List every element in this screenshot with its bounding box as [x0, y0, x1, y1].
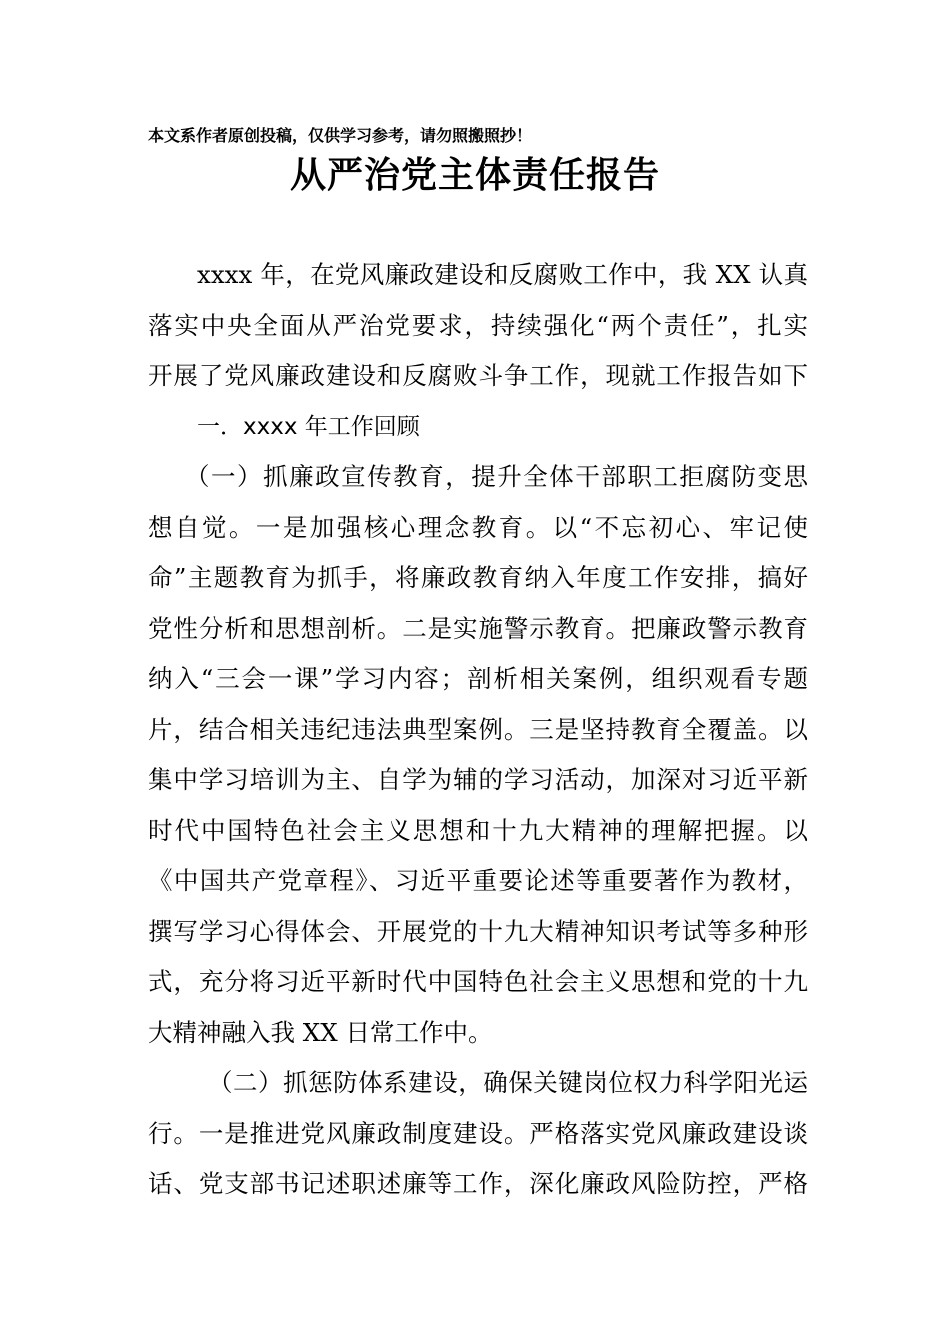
body-line: 集中学习培训为主、自学为辅的学习活动，加深对习近平新 [148, 765, 808, 794]
body-line: 行。一是推进党风廉政制度建设。严格落实党风廉政建设谈 [148, 1118, 808, 1148]
body-line: 话、党支部书记述职述廉等工作，深化廉政风险防控，严格 [148, 1169, 808, 1198]
body-line: 时代中国特色社会主义思想和十九大精神的理解把握。以 [148, 815, 808, 845]
body-line: 纳入“三会一课”学习内容；剖析相关案例，组织观看专题 [148, 664, 808, 693]
section-heading: 一．xxxx 年工作回顾 [197, 413, 420, 440]
body-line: 想自觉。一是加强核心理念教育。以“不忘初心、牢记使 [148, 512, 808, 542]
body-line: 《中国共产党章程》、习近平重要论述等重要著作为教材， [148, 866, 808, 895]
body-line: 片，结合相关违纪违法典型案例。三是坚持教育全覆盖。以 [148, 714, 808, 744]
body-line: 命”主题教育为抓手，将廉政教育纳入年度工作安排，搞好 [148, 563, 808, 592]
body-line: 落实中央全面从严治党要求，持续强化“两个责任”，扎实 [148, 310, 808, 340]
body-line: 大精神融入我 XX 日常工作中。 [148, 1017, 493, 1047]
body-line: 党性分析和思想剖析。二是实施警示教育。把廉政警示教育 [148, 613, 808, 643]
copyright-notice: 本文系作者原创投稿，仅供学习参考，请勿照搬照抄！ [148, 126, 533, 145]
body-line: 开展了党风廉政建设和反腐败斗争工作，现就工作报告如下 [148, 361, 808, 390]
document-title: 从严治党主体责任报告 [289, 154, 660, 196]
body-line: （一）抓廉政宣传教育，提升全体干部职工拒腐防变思 [185, 462, 808, 491]
body-line: xxxx 年，在党风廉政建设和反腐败工作中，我 XX 认真 [197, 260, 808, 289]
body-line: 撰写学习心得体会、开展党的十九大精神知识考试等多种形 [148, 916, 808, 946]
body-line: 式，充分将习近平新时代中国特色社会主义思想和党的十九 [148, 967, 808, 996]
document-body [148, 250, 808, 1210]
body-line: （二）抓惩防体系建设，确保关键岗位权力科学阳光运 [208, 1068, 808, 1097]
